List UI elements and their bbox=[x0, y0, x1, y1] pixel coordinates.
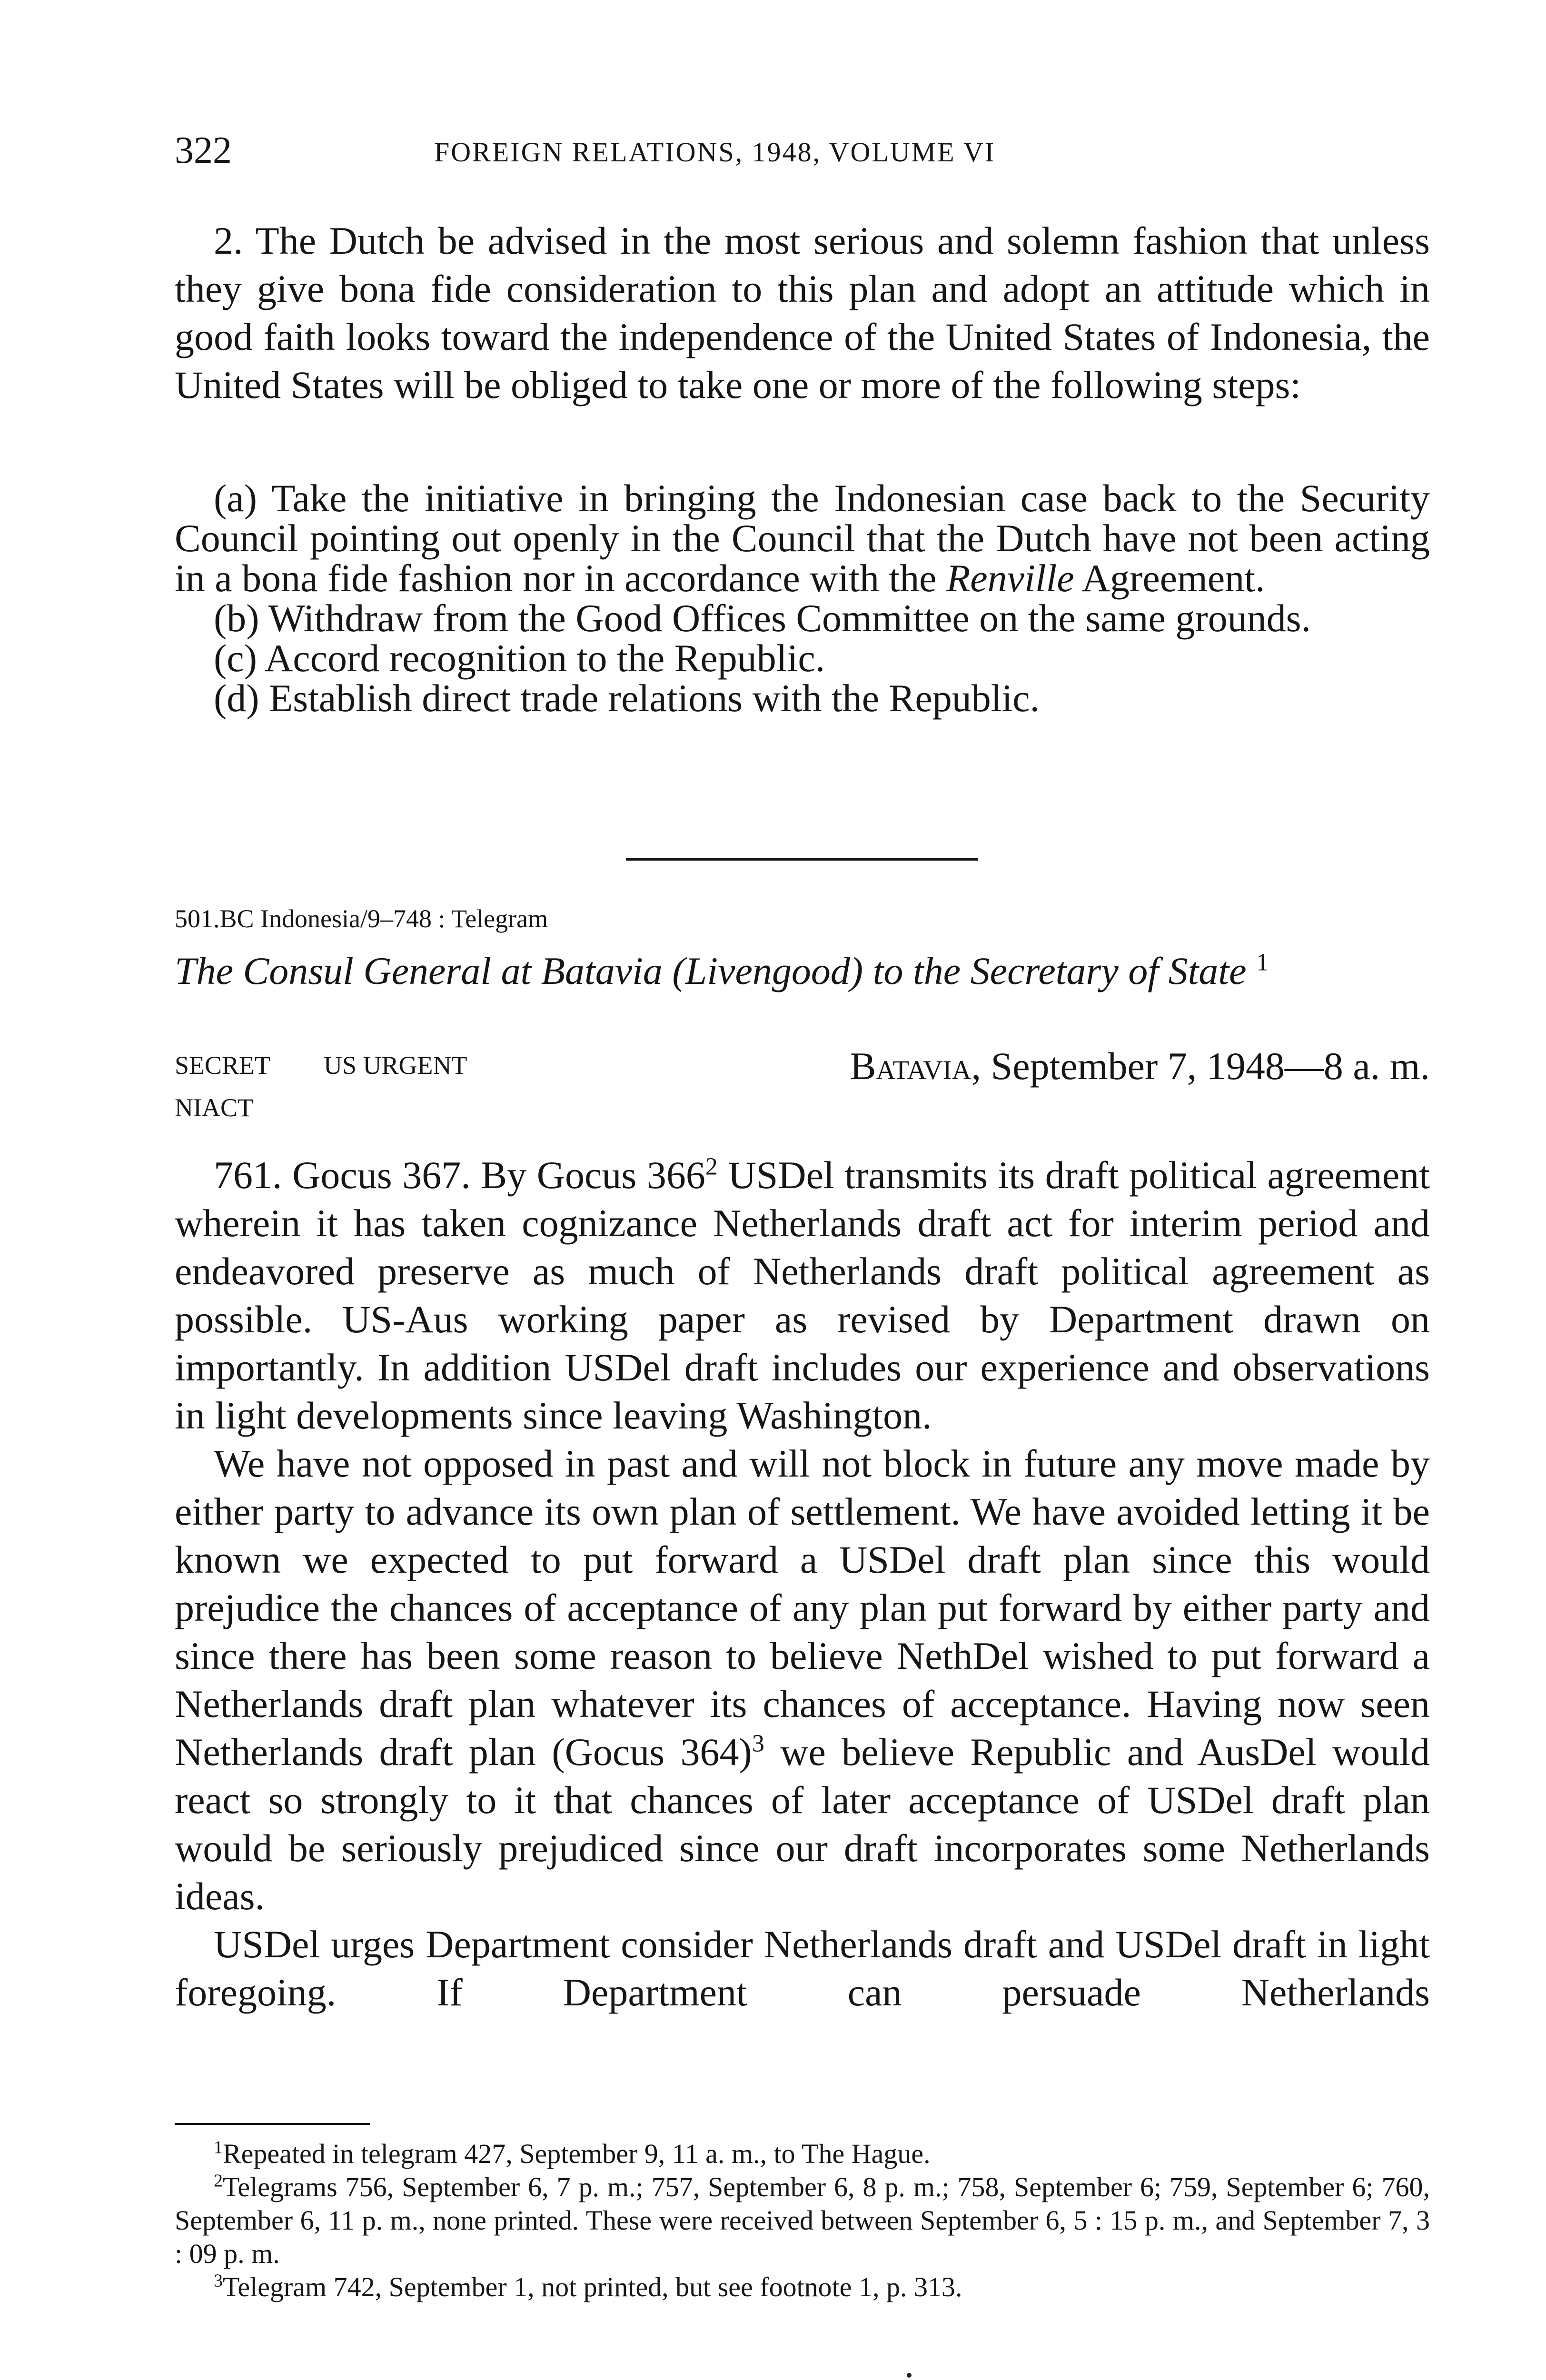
list-item-c: (c) Accord recognition to the Republic. bbox=[214, 636, 825, 680]
list-item-a: (a) Take the initiative in bringing the Indonesian case back to the Security Council pointing out openly in the Council that the Dutch have not been acting in a bona fide fashion nor in accordance with the Renville Agreement. bbox=[175, 476, 1430, 600]
telegram-paragraph-1: 761. Gocus 367. By Gocus 366$^2$ USDel transmits its draft political agreement wherein it has taken cognizance Netherlands draft act for interim period and endeavored preserve as much of Netherlands draft political agreement as possible. US-Aus working paper as revised by Department drawn on importantly. In addition USDel draft includes our experience and observations in light developments since leaving Washington. bbox=[175, 1153, 1430, 1437]
page-header bbox=[175, 123, 1430, 175]
telegram-paragraph-3: USDel urges Department consider Netherlands draft and USDel draft in light foregoing. If Department can persuade Netherlands bbox=[175, 1923, 1430, 2014]
classification-secret: SECRET bbox=[175, 1051, 271, 1080]
document-title: The Consul General at Batavia (Livengood) to the Secretary of State $^1$ bbox=[175, 949, 1269, 992]
footnote-ref-3: 3 bbox=[752, 1730, 764, 1757]
telegram-paragraph-2: We have not opposed in past and will not block in future any move made by either party to advance its own plan of settlement. We have avoided letting it be known we expected to put forward a USDel draft plan since this would prejudice the chances of acceptance of any plan put forward by either party and since there has been some reason to believe NethDel wished to put forward a Netherlands draft plan whatever its chances of acceptance. Having now seen Netherlands draft plan (Gocus 364)$^3$ we believe Republic and AusDel would react so strongly to it that chances of later acceptance of USDel draft plan would be seriously prejudiced since our draft incorporates some Netherlands ideas. bbox=[175, 1442, 1430, 1918]
dateline bbox=[850, 1042, 1430, 1090]
classification-urgent: US URGENT bbox=[324, 1051, 467, 1080]
paragraph-2: 2. The Dutch be advised in the most serious and solemn fashion that unless they give bona fide consideration to this plan and adopt an attitude which in good faith looks toward the independence of the United States of Indonesia, the United States will be obliged to take one or more of the following steps: bbox=[175, 219, 1430, 407]
list-item-b: (b) Withdraw from the Good Offices Committee on the same grounds. bbox=[214, 596, 1311, 640]
place: Batavia, bbox=[850, 1044, 981, 1088]
footnote-2: $^2$Telegrams 756, September 6, 7 p. m.; 757, September 6, 8 p. m.; 758, September 6; 759, September 6; 760, September 6, 11 p. m., none printed. These were received between September 6, 5 : 15 p. m., and September 7, 3 : 09 p. m. bbox=[175, 2171, 1430, 2269]
section-divider bbox=[626, 858, 978, 861]
classification-niact: NIACT bbox=[175, 1093, 253, 1122]
footnote-1: $^1$Repeated in telegram 427, September 9, 11 a. m., to The Hague. bbox=[214, 2137, 931, 2169]
footnote-divider bbox=[175, 2123, 370, 2125]
date: September 7, 1948—8 a. m. bbox=[981, 1044, 1430, 1088]
print-speck bbox=[907, 2373, 912, 2378]
telegram-body bbox=[175, 1151, 1430, 2016]
numbered-paragraph bbox=[175, 217, 1430, 409]
footnote-3: $^3$Telegram 742, September 1, not printed, but see footnote 1, p. 313. bbox=[214, 2271, 962, 2302]
file-reference: 501.BC Indonesia/9–748 : Telegram bbox=[175, 904, 548, 933]
page-number: 322 bbox=[175, 129, 232, 171]
footnote-ref-1: 1 bbox=[1256, 949, 1269, 976]
footnotes bbox=[175, 2137, 1430, 2304]
steps-list bbox=[175, 478, 1430, 718]
list-item-d: (d) Establish direct trade relations with the Republic. bbox=[214, 676, 1040, 720]
footnote-ref-2: 2 bbox=[705, 1153, 718, 1180]
running-title: FOREIGN RELATIONS, 1948, VOLUME VI bbox=[434, 137, 996, 168]
